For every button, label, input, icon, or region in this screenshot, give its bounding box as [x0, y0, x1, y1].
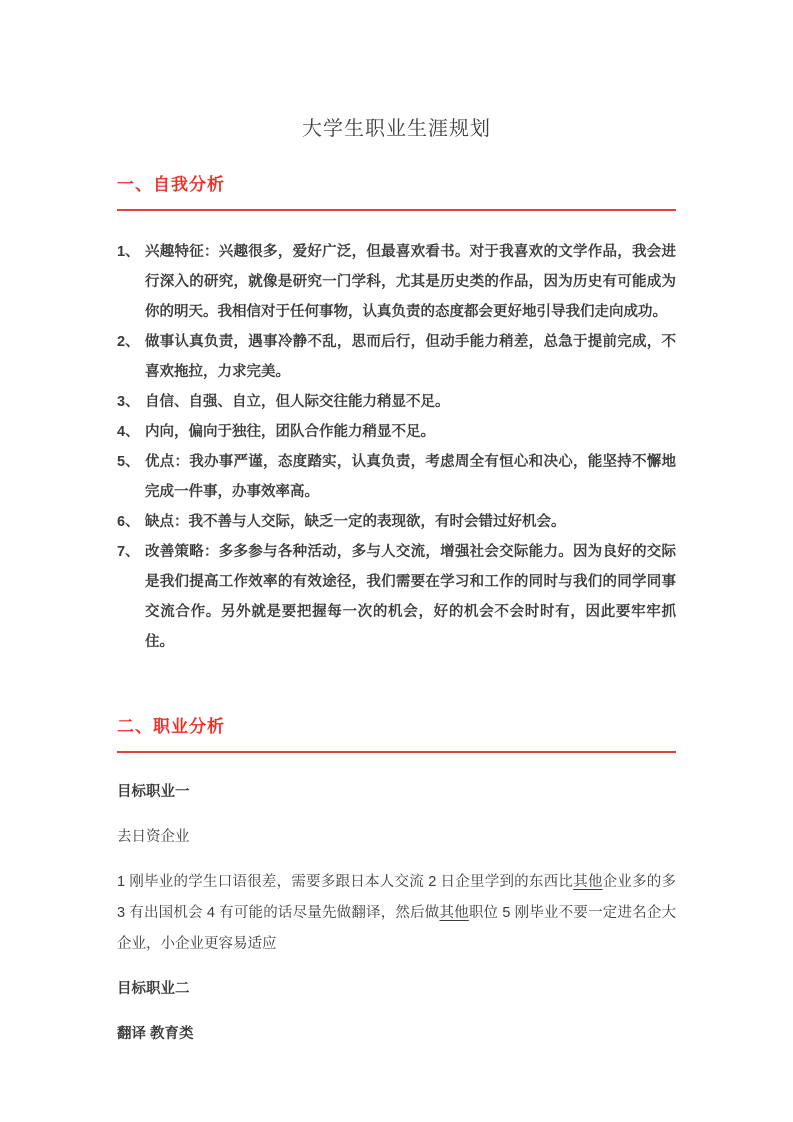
notes-segment: 1 刚毕业的学生口语很差，需要多跟日本人交流 2 日企里学到的东西比 [117, 874, 574, 890]
item-number: 6、 [117, 514, 140, 530]
item-number: 1、 [117, 244, 140, 260]
notes-segment: 职位 5 刚毕业不要一定进名企大企业，小企业更容易适应 [117, 905, 677, 952]
list-item-1 [117, 237, 676, 327]
notes-underlined-word: 其他 [439, 905, 469, 921]
career-analysis-body [117, 777, 681, 1050]
item-text: 自信、自强、自立，但人际交往能力稍显不足。 [145, 394, 450, 410]
list-item-5 [117, 447, 676, 507]
item-number: 5、 [117, 454, 140, 470]
list-item-4 [117, 417, 676, 447]
section-2-rule [117, 751, 676, 753]
target-job-2-label: 目标职业二 [117, 981, 190, 997]
section-2-heading: 二、职业分析 [117, 717, 225, 736]
target-job-2-value: 翻译 教育类 [117, 1026, 194, 1042]
list-item-6 [117, 507, 676, 537]
list-item-3 [117, 387, 676, 417]
target-job-1-label: 目标职业一 [117, 784, 190, 800]
section-career-analysis [117, 715, 681, 1050]
section-1-rule [117, 209, 676, 211]
item-number: 7、 [117, 544, 140, 560]
section-self-analysis [117, 173, 676, 657]
list-item-7 [117, 537, 676, 657]
document-title: 大学生职业生涯规划 [302, 118, 491, 140]
item-text: 兴趣特征：兴趣很多，爱好广泛，但最喜欢看书。对于我喜欢的文学作品，我会进行深入的研究，就像是研究一门学科，尤其是历史类的作品，因为历史有可能成为你的明天。我相信对于任何事物，认真负责的态度都会更好地引导我们走向成功。 [145, 244, 676, 320]
notes-segment: 企业多的多 3 有出国机会 4 有可能的话尽量先做翻译，然后做 [117, 874, 681, 921]
item-number: 3、 [117, 394, 140, 410]
self-analysis-list [117, 237, 676, 657]
item-text: 优点：我办事严谨，态度踏实，认真负责，考虑周全有恒心和决心，能坚持不懈地完成一件事，办事效率高。 [145, 454, 676, 500]
item-number: 2、 [117, 334, 140, 350]
target-job-1-value: 去日资企业 [117, 829, 190, 845]
item-text: 内向，偏向于独往，团队合作能力稍显不足。 [145, 424, 435, 440]
section-1-heading: 一、自我分析 [117, 175, 225, 194]
list-item-2 [117, 327, 676, 387]
item-text: 做事认真负责，遇事冷静不乱，思而后行，但动手能力稍差，总急于提前完成，不喜欢拖拉，力求完美。 [145, 334, 676, 380]
notes-underlined-word: 其他 [573, 874, 603, 890]
item-text: 缺点：我不善与人交际，缺乏一定的表现欲，有时会错过好机会。 [145, 514, 566, 530]
item-text: 改善策略：多多参与各种活动，多与人交流，增强社会交际能力。因为良好的交际是我们提高工作效率的有效途径，我们需要在学习和工作的同时与我们的同学同事交流合作。另外就是要把握每一次的机会，好的机会不会时时有，因此要牢牢抓住。 [145, 544, 676, 650]
career-notes-paragraph [117, 867, 681, 960]
item-number: 4、 [117, 424, 140, 440]
